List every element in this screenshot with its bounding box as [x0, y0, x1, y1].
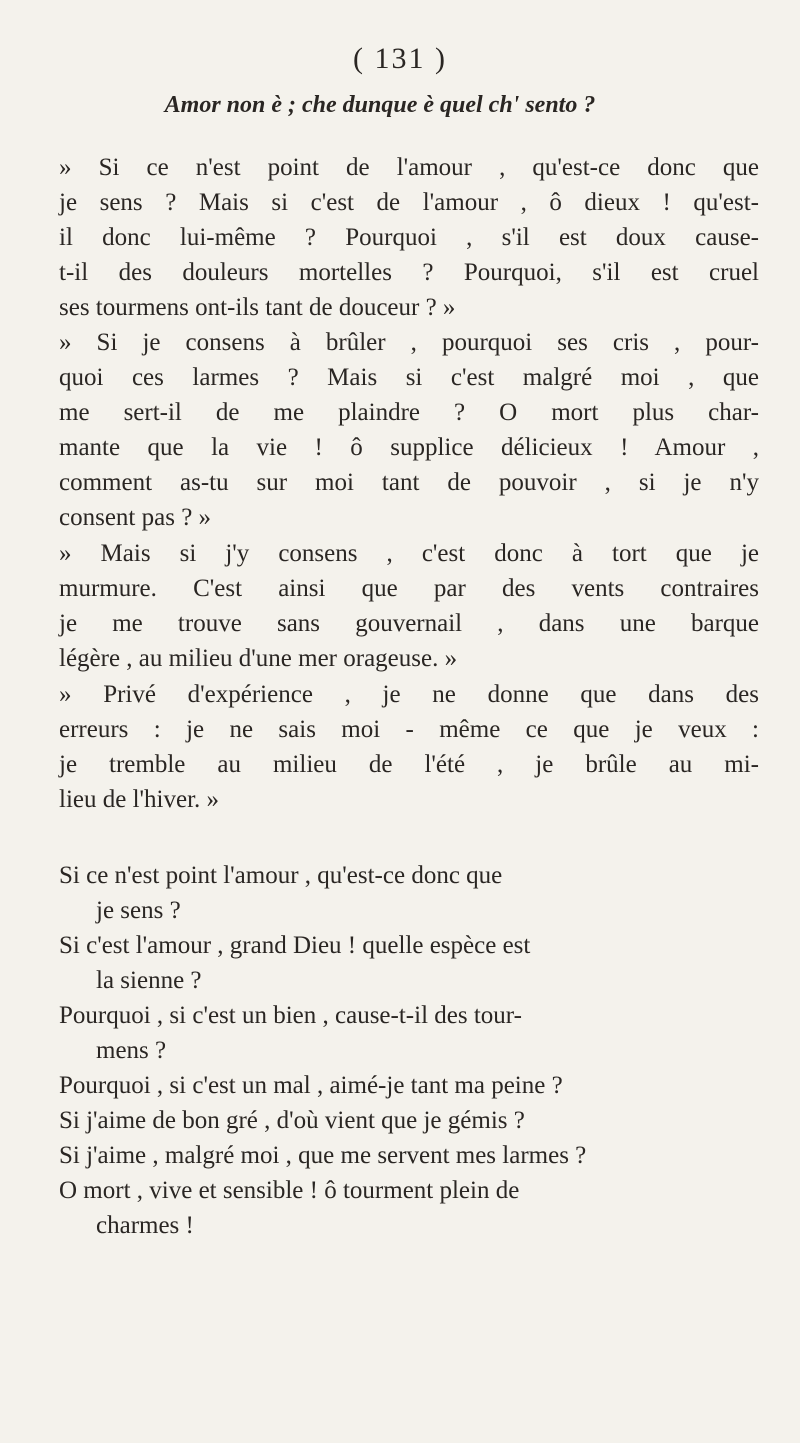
paragraph-2-line-5: comment as-tu sur moi tant de pouvoir , si je n'y	[59, 469, 759, 496]
verse-line-2: je sens ?	[96, 897, 181, 924]
verse-line-1: Si ce n'est point l'amour , qu'est-ce donc que	[59, 862, 503, 889]
page-number: ( 131 )	[353, 42, 447, 75]
paragraph-3-line-3: je me trouve sans gouvernail , dans une barque	[59, 610, 759, 637]
paragraph-2-line-3: me sert-il de me plaindre ? O mort plus char-	[59, 399, 759, 426]
verse-line-5: Pourquoi , si c'est un bien , cause-t-il des tour-	[59, 1002, 522, 1029]
paragraph-2-line-2: quoi ces larmes ? Mais si c'est malgré moi , que	[59, 364, 759, 391]
verse-line-4: la sienne ?	[96, 967, 202, 994]
paragraph-4-line-4: lieu de l'hiver. »	[59, 786, 220, 813]
paragraph-1-line-4: t-il des douleurs mortelles ? Pourquoi, s'il est cruel	[59, 259, 759, 286]
paragraph-1-line-1: » Si ce n'est point de l'amour , qu'est-ce donc que	[59, 154, 759, 181]
paragraph-3-line-1: » Mais si j'y consens , c'est donc à tort que je	[59, 540, 759, 567]
paragraph-2-line-1: » Si je consens à brûler , pourquoi ses cris , pour-	[59, 329, 759, 356]
epigraph: Amor non è ; che dunque è quel ch' sento ?	[164, 92, 596, 118]
paragraph-3-line-4: légère , au milieu d'une mer orageuse. »	[59, 645, 458, 672]
paragraph-1-line-5: ses tourmens ont-ils tant de douceur ? »	[59, 294, 456, 321]
paragraph-4-line-2: erreurs : je ne sais moi - même ce que je veux :	[59, 716, 759, 743]
paragraph-2-line-4: mante que la vie ! ô supplice délicieux ! Amour ,	[59, 434, 759, 461]
verse-line-3: Si c'est l'amour , grand Dieu ! quelle espèce est	[59, 932, 531, 959]
paragraph-1-line-2: je sens ? Mais si c'est de l'amour , ô dieux ! qu'est-	[59, 189, 759, 216]
verse-line-9: Si j'aime , malgré moi , que me servent mes larmes ?	[59, 1142, 587, 1169]
paragraph-2-line-6: consent pas ? »	[59, 504, 212, 531]
verse-line-10: O mort , vive et sensible ! ô tourment plein de	[59, 1177, 520, 1204]
paragraph-3-line-2: murmure. C'est ainsi que par des vents contraires	[59, 575, 759, 602]
paragraph-1-line-3: il donc lui-même ? Pourquoi , s'il est doux cause-	[59, 224, 759, 251]
paragraph-4-line-1: » Privé d'expérience , je ne donne que dans des	[59, 681, 759, 708]
paragraph-4-line-3: je tremble au milieu de l'été , je brûle au mi-	[59, 751, 759, 778]
verse-line-7: Pourquoi , si c'est un mal , aimé-je tant ma peine ?	[59, 1072, 563, 1099]
verse-line-8: Si j'aime de bon gré , d'où vient que je gémis ?	[59, 1107, 525, 1134]
verse-line-11: charmes !	[96, 1212, 194, 1239]
verse-line-6: mens ?	[96, 1037, 167, 1064]
